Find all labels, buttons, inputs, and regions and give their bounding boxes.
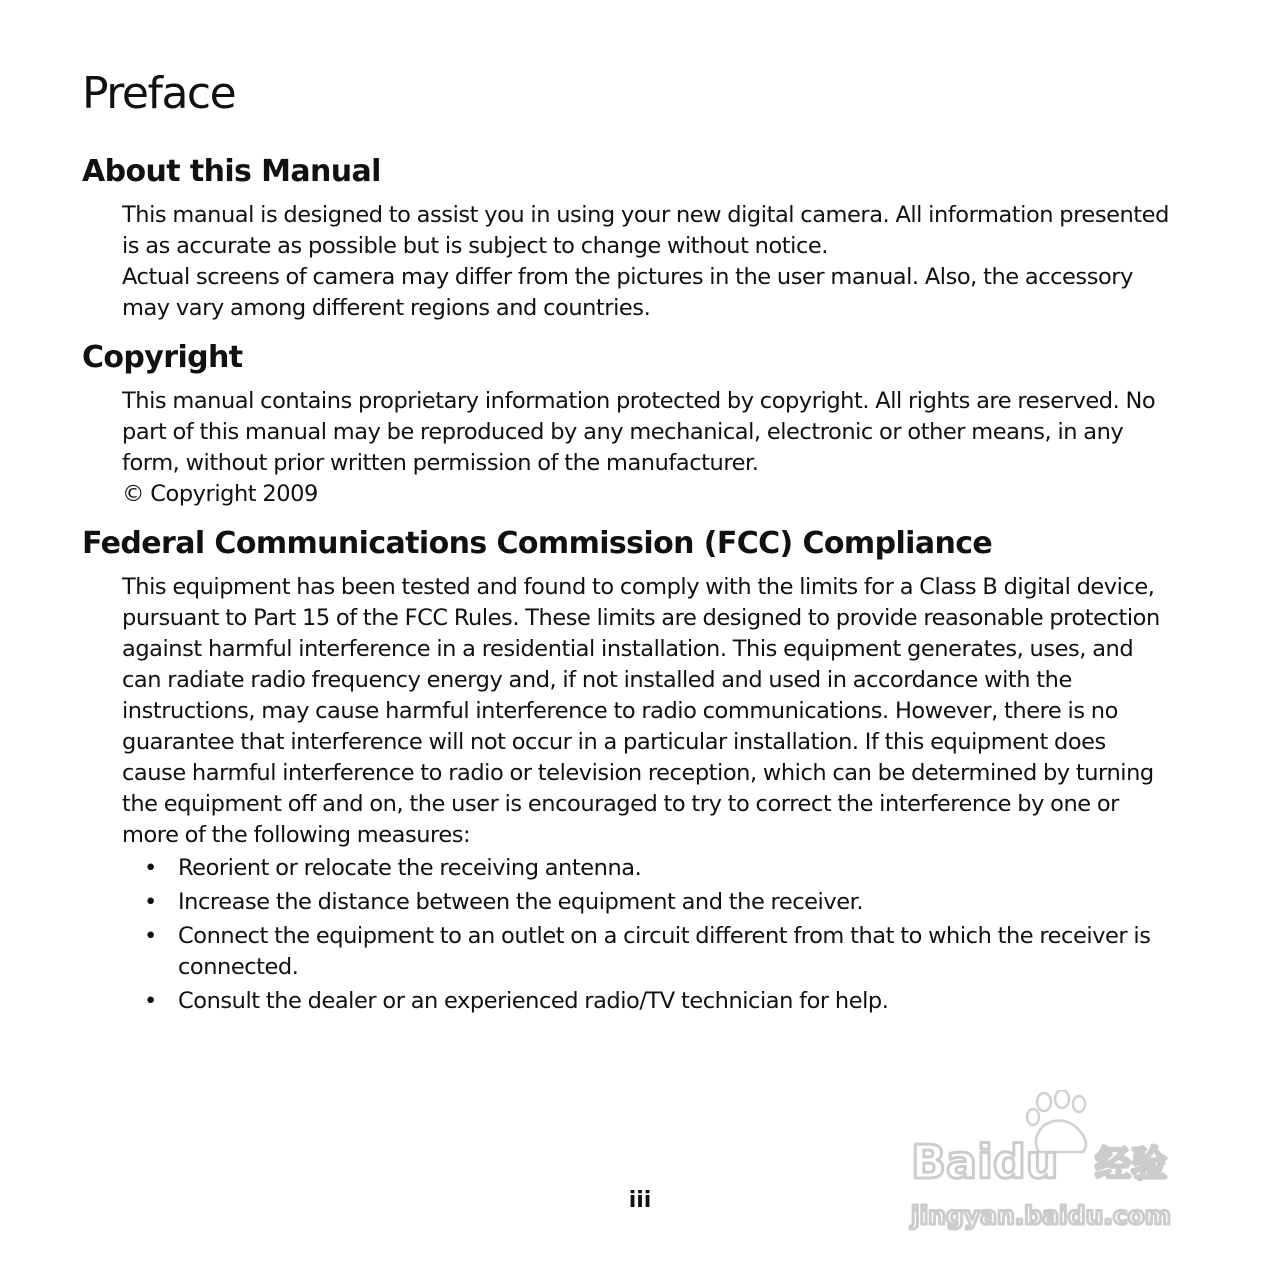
bullet-icon: • — [144, 923, 157, 949]
list-item-text: Reorient or relocate the receiving antenna. — [178, 855, 642, 881]
fcc-line: cause harmful interference to radio or television reception, which can be determined by turning — [122, 760, 1154, 786]
fcc-line: the equipment off and on, the user is encouraged to try to correct the interference by one or — [122, 791, 1119, 817]
list-item-text: Increase the distance between the equipment and the receiver. — [178, 889, 864, 915]
fcc-line: guarantee that interference will not occur in a particular installation. If this equipment does — [122, 729, 1106, 755]
about-heading: About this Manual — [82, 154, 381, 189]
copyright-line: © Copyright 2009 — [122, 481, 318, 507]
about-line: may vary among different regions and countries. — [122, 295, 651, 321]
list-item — [122, 986, 1202, 1017]
fcc-line: pursuant to Part 15 of the FCC Rules. These limits are designed to provide reasonable protection — [122, 605, 1160, 631]
about-line: Actual screens of camera may differ from the pictures in the user manual. Also, the accessory — [122, 264, 1133, 290]
list-item-text: Connect the equipment to an outlet on a circuit different from that to which the receiver is connected. — [178, 923, 1151, 980]
watermark-brand: Baidu — [911, 1135, 1059, 1189]
fcc-line: more of the following measures: — [122, 822, 471, 848]
list-item — [122, 887, 1202, 918]
list-item — [122, 853, 1202, 884]
fcc-line: can radiate radio frequency energy and, if not installed and used in accordance with the — [122, 667, 1072, 693]
fcc-measures-list — [122, 853, 1202, 1020]
list-item-text: Consult the dealer or an experienced radio/TV technician for help. — [178, 988, 889, 1014]
baidu-watermark — [905, 1090, 1205, 1240]
about-line: is as accurate as possible but is subject to change without notice. — [122, 233, 828, 259]
fcc-line: against harmful interference in a residential installation. This equipment generates, uses, and — [122, 636, 1134, 662]
bullet-icon: • — [144, 889, 157, 915]
copyright-line: This manual contains proprietary information protected by copyright. All rights are reserved. No — [122, 388, 1156, 414]
copyright-heading: Copyright — [82, 340, 243, 375]
page-title: Preface — [82, 68, 236, 119]
fcc-line: instructions, may cause harmful interference to radio communications. However, there is no — [122, 698, 1118, 724]
about-line: This manual is designed to assist you in using your new digital camera. All information presented — [122, 202, 1169, 228]
fcc-heading: Federal Communications Commission (FCC) Compliance — [82, 526, 993, 561]
watermark-url: jingyan.baidu.com — [911, 1201, 1171, 1230]
copyright-line: part of this manual may be reproduced by any mechanical, electronic or other means, in any — [122, 419, 1124, 445]
fcc-paragraph — [122, 572, 1202, 851]
bullet-icon: • — [144, 988, 157, 1014]
copyright-paragraph — [122, 386, 1202, 510]
bullet-icon: • — [144, 855, 157, 881]
watermark-brand-suffix: 经验 — [1095, 1144, 1168, 1185]
fcc-line: This equipment has been tested and found to comply with the limits for a Class B digital device, — [122, 574, 1155, 600]
about-paragraph — [122, 200, 1202, 324]
page-number: iii — [628, 1188, 652, 1213]
list-item — [122, 921, 1202, 983]
copyright-line: form, without prior written permission of the manufacturer. — [122, 450, 759, 476]
